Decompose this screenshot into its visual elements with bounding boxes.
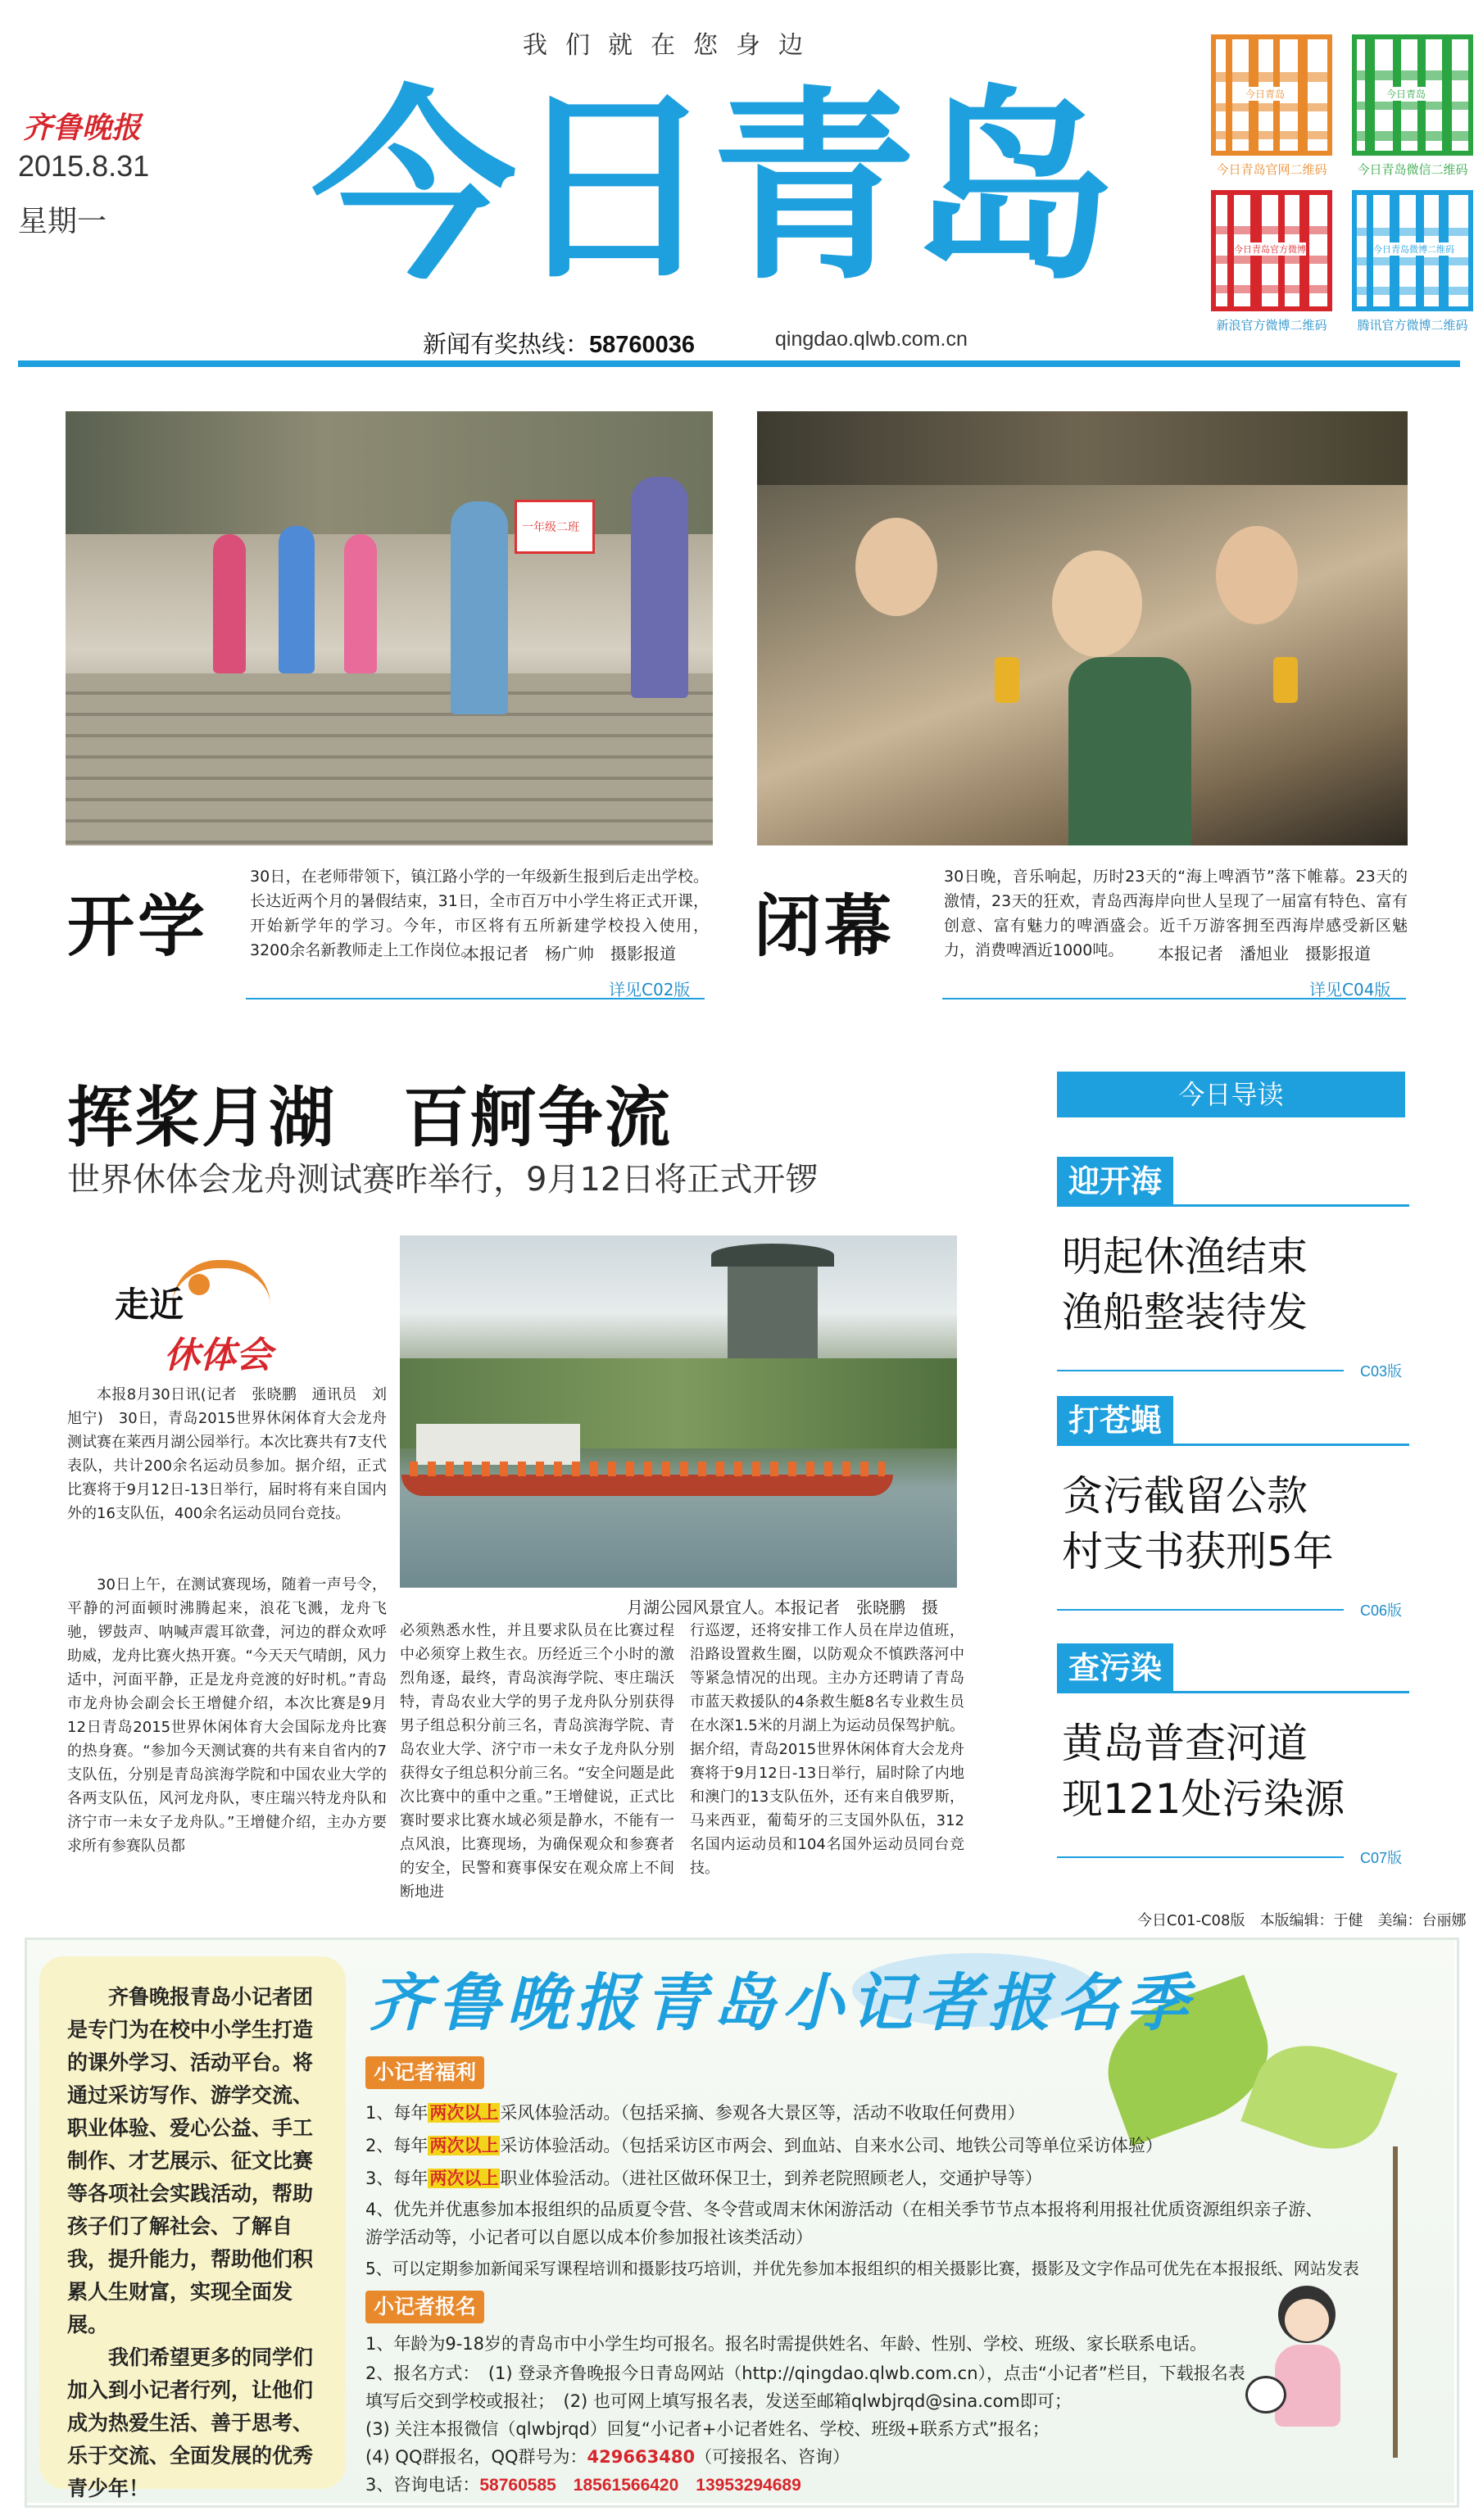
column-logo-bottom: 休体会	[164, 1335, 272, 1376]
dragon-boat	[401, 1475, 893, 1496]
qr-wechat[interactable]	[1352, 34, 1473, 156]
main-subhead: 世界休体会龙舟测试赛昨举行，9月12日将正式开锣	[67, 1161, 819, 1199]
qr-code-icon	[1352, 34, 1473, 156]
qr-code-icon	[1211, 34, 1332, 156]
qr-tencent-weibo[interactable]	[1352, 190, 1473, 311]
qq-number: 429663480	[587, 2447, 696, 2467]
guide-page-rule	[1057, 1856, 1344, 1858]
child-figure	[279, 526, 315, 673]
guide-tag-corruption[interactable]: 打苍蝇	[1057, 1396, 1173, 1445]
phone-label: 3、咨询电话：	[365, 2475, 480, 2495]
benefit-item	[365, 2164, 1042, 2192]
building	[416, 1424, 580, 1465]
signup-item: 2、报名方式： (1) 登录齐鲁晚报今日青岛网站（http://qingdao.qlwb.com.cn），点击“小记者”栏目，下载报名表	[365, 2364, 1245, 2383]
qq-label: (4) QQ群报名，QQ群号为：	[365, 2447, 587, 2467]
hotline-label: 新闻有奖热线：	[423, 330, 590, 358]
slogan: 我们就在您身边	[523, 31, 821, 60]
issue-weekday: 星期一	[18, 205, 107, 238]
class-sign	[515, 500, 595, 554]
qr-caption: 新浪官方微博二维码	[1216, 318, 1327, 333]
qr-sina-weibo[interactable]	[1211, 190, 1332, 311]
photo-background	[66, 411, 713, 534]
beer-story-byline: 本报记者 潘旭业 摄影报道	[1158, 944, 1371, 963]
hotline-number: 58760036	[589, 332, 696, 358]
site-url: qingdao.qlwb.com.cn	[775, 328, 968, 351]
benefit-prefix: 2、每年	[365, 2136, 429, 2155]
swimmer-logo-icon	[172, 1260, 270, 1306]
article-col1-intro: 本报8月30日讯(记者 张晓鹏 通讯员 刘旭宁) 30日，青岛2015世界休闲体育大会龙舟测试赛在莱西月湖公园举行。本次比赛共有7支代表队，共计200余名运动员参加。据介绍，正式比赛将于9月12日-13日举行，届时将有来自国内外的16支队伍，400余名运动员同台竞技。	[67, 1386, 387, 1522]
guide-item-title[interactable]: 黄岛普查河道	[1062, 1720, 1308, 1767]
moon-lake-photo-caption: 月湖公园风景宜人。本报记者 张晓鹏 摄	[627, 1598, 938, 1617]
benefit-highlight: 两次以上	[429, 2103, 499, 2123]
qr-code-icon	[1211, 190, 1332, 311]
class-sign-text: 一年级二班	[522, 521, 579, 534]
ad-intro-paragraph: 齐鲁晚报青岛小记者团是专门为在校中小学生打造的课外学习、活动平台。将通过采访写作、游学交流、职业体验、爱心公益、手工制作、才艺展示、征文比赛等各项社会实践活动，帮助孩子们了解社会、了解自我，提升能力，帮助他们积累人生财富，实现全面发展。	[67, 1985, 314, 2336]
benefit-item: 游学活动等，小记者可以自愿以成本价参加报社该类活动）	[365, 2228, 813, 2247]
masthead-rule	[18, 360, 1460, 367]
article-col1-body: 30日上午，在测试赛现场，随着一声号令，平静的河面顿时沸腾起来，浪花飞溅，龙舟飞驰，锣鼓声、呐喊声震耳欲聋，河边的群众欢呼助威，龙舟比赛火热开赛。“今天天气晴朗，风力适中，河面平静，正是龙舟竞渡的好时机。”青岛市龙舟协会副会长王增健介绍，本次比赛是9月12日青岛2015世界休闲体育大会国际龙舟比赛的热身赛。“参加今天测试赛的共有来自省内的7支队伍，分别是青岛滨海学院和中国农业大学的各两支队伍，风河龙舟队，枣庄瑞兴特龙舟队和济宁市一未女子龙舟队。”王增健介绍，主办方要求所有参赛队员都	[67, 1576, 387, 1855]
guide-item-title[interactable]: 渔船整装待发	[1062, 1289, 1308, 1336]
man-figure	[1068, 657, 1191, 845]
dog-icon	[1245, 2376, 1286, 2413]
signup-item	[365, 2471, 801, 2500]
benefit-text: 采访体验活动。（包括采访区市两会、到血站、自来水公司、地铁公司等单位采访体验）	[500, 2136, 1163, 2155]
girl-dress-icon	[1275, 2345, 1340, 2427]
child-figure	[344, 534, 377, 673]
guide-tag-rule	[1057, 1204, 1409, 1207]
signup-item: 填写后交到学校或报社； (2) 也可网上填写报名表，发送至邮箱qlwbjrqd@sina.com即可；	[365, 2391, 1072, 2411]
page-footer-info: 今日C01-C08版 本版编辑：于健 美编：台丽娜	[1137, 1912, 1467, 1929]
guide-page-ref[interactable]: C06版	[1360, 1602, 1403, 1619]
photo-stairs	[66, 673, 713, 845]
photo-background	[757, 411, 1408, 485]
guide-tag-fishing[interactable]: 迎开海	[1057, 1157, 1173, 1206]
qr-caption: 腾讯官方微博二维码	[1357, 318, 1468, 333]
school-photo	[66, 411, 713, 845]
benefit-text: 采风体验活动。（包括采摘、参观各大景区等，活动不收取任何费用）	[500, 2103, 1025, 2123]
beer-can	[995, 657, 1019, 703]
guide-page-ref[interactable]: C03版	[1360, 1363, 1403, 1380]
benefit-prefix: 1、每年	[365, 2103, 429, 2123]
guide-item-title[interactable]: 现121处污染源	[1062, 1775, 1345, 1823]
qr-inner-label: 今日青岛	[1245, 88, 1286, 100]
rowers	[410, 1462, 885, 1476]
school-story-title: 开学	[67, 888, 209, 966]
column-logo-top: 走近	[115, 1285, 184, 1325]
school-story-byline: 本报记者 杨广帅 摄影报道	[463, 944, 676, 963]
teacher-figure	[451, 501, 508, 714]
girl-face-icon	[1285, 2299, 1329, 2341]
school-see-more-link[interactable]: 详见C02版	[609, 980, 691, 999]
benefit-highlight: 两次以上	[429, 2169, 499, 2188]
pavilion-figure	[728, 1255, 818, 1362]
beer-can	[1273, 657, 1298, 703]
guide-item-title[interactable]: 明起休渔结束	[1062, 1233, 1308, 1280]
qr-official-site[interactable]	[1211, 34, 1332, 156]
ad-intro-text	[67, 1981, 329, 2505]
qr-inner-label: 今日青岛微博二维码	[1373, 244, 1454, 255]
qr-caption: 今日青岛官网二维码	[1216, 162, 1327, 177]
guide-tag-rule	[1057, 1444, 1409, 1446]
face-figure	[1216, 526, 1298, 624]
qr-caption: 今日青岛微信二维码	[1357, 162, 1468, 177]
masthead-title: 今日青岛	[311, 69, 1111, 307]
signup-item: 1、年龄为9-18岁的青岛市中小学生均可报名。报名时需提供姓名、年龄、性别、学校、班级、家长联系电话。	[365, 2334, 1208, 2354]
beer-story-title: 闭幕	[754, 888, 896, 966]
beer-see-more-link[interactable]: 详见C04版	[1309, 980, 1391, 999]
adult-figure	[631, 477, 688, 698]
benefit-item	[365, 2099, 1025, 2127]
guide-page-rule	[1057, 1370, 1344, 1371]
benefit-item: 4、优先并优惠参加本报组织的品质夏令营、冬令营或周末休闲游活动（在相关季节节点本报将利用报社优质资源组织亲子游、	[365, 2200, 1323, 2219]
qr-code-icon	[1352, 190, 1473, 311]
beer-story-caption: 30日晚，音乐响起，历时23天的“海上啤酒节”落下帷幕。23天的激情，23天的狂欢，青岛西海岸向世人呈现了一届富有特色、富有创意、富有魅力的啤酒盛会。近千万游客拥至西海岸感受新区魅力，消费啤酒近1000吨。	[944, 868, 1408, 959]
benefit-item	[365, 2132, 1163, 2160]
benefit-highlight: 两次以上	[429, 2136, 499, 2155]
issue-date: 2015.8.31	[18, 149, 150, 183]
signup-tag: 小记者报名	[365, 2291, 484, 2323]
face-figure	[855, 518, 937, 616]
qr-inner-label: 今日青岛	[1386, 88, 1426, 100]
moon-lake-photo	[400, 1235, 957, 1588]
ad-intro-paragraph: 我们希望更多的同学们加入到小记者行列，让他们成为热爱生活、善于思考、乐于交流、全面发展的优秀青少年！	[67, 2346, 314, 2500]
guide-tag-rule	[1057, 1691, 1409, 1693]
news-hotline	[423, 326, 695, 360]
child-figure	[213, 534, 246, 673]
guide-item-title[interactable]: 贪污截留公款	[1062, 1472, 1308, 1520]
face-figure	[1052, 551, 1142, 657]
swimmer-head-icon	[188, 1274, 210, 1295]
guide-tag-pollution[interactable]: 查污染	[1057, 1643, 1173, 1693]
tree-branch-icon	[1393, 2146, 1398, 2458]
guide-page-rule	[1057, 1609, 1344, 1611]
pavilion-roof	[711, 1244, 834, 1267]
benefits-tag: 小记者福利	[365, 2056, 484, 2089]
article-col3: 行巡逻，还将安排工作人员在岸边值班，沿路设置救生圈，以防观众不慎跌落河中等紧急情况的出现。主办方还聘请了青岛市蓝天救援队的4条救生艇8名专业救生员在水深1.5米的月湖上为运动员保驾护航。据介绍，青岛2015世界休闲体育大会龙舟赛将于9月12日-13日举行，届时除了内地和澳门的13支队伍外，还有来自俄罗斯，马来西亚，葡萄牙的三支国外队伍，312名国内运动员和104名国外运动员同台竞技。	[690, 1622, 964, 1877]
benefit-item: 5、可以定期参加新闻采写课程培训和摄影技巧培训，并优先参加本报组织的相关摄影比赛，摄影及文字作品可优先在本报报纸、网站发表	[365, 2259, 1359, 2278]
signup-item	[365, 2443, 850, 2471]
guide-item-title[interactable]: 村支书获刑5年	[1062, 1528, 1334, 1575]
qq-note: （可接报名、咨询）	[695, 2447, 850, 2467]
signup-item: (3) 关注本报微信（qlwbjrqd）回复“小记者+小记者姓名、学校、班级+联系方式”报名；	[365, 2419, 1050, 2439]
benefit-text: 职业体验活动。（进社区做环保卫士，到养老院照顾老人，交通护导等）	[500, 2169, 1042, 2188]
qr-inner-label: 今日青岛官方微博	[1234, 244, 1306, 255]
guide-page-ref[interactable]: C07版	[1360, 1850, 1403, 1866]
brand-logo: 齐鲁晚报	[23, 111, 142, 145]
beer-festival-photo	[757, 411, 1408, 845]
article-col2: 必须熟悉水性，并且要求队员在比赛过程中必须穿上救生衣。历经近三个小时的激烈角逐，最终，青岛滨海学院、枣庄瑞沃特，青岛农业大学的男子龙舟队分别获得男子组总积分前三名，青岛滨海学院、青岛农业大学、济宁市一未女子龙舟队分别获得女子组总积分前三名。“安全问题是此次比赛中的重中之重。”王增健说，正式比赛时要求比赛水域必须是静水，不能有一点风浪，比赛现场，为确保观众和参赛者的安全，民警和赛事保安在观众席上不间断地进	[400, 1622, 674, 1901]
ad-title: 齐鲁晚报青岛小记者报名季	[369, 1966, 1195, 2039]
phone-numbers: 58760585 18561566420 13953294689	[479, 2476, 801, 2495]
benefit-prefix: 3、每年	[365, 2169, 429, 2188]
main-headline: 挥桨月湖 百舸争流	[67, 1080, 672, 1156]
school-story-caption: 30日，在老师带领下，镇江路小学的一年级新生报到后走出学校。长达近两个月的暑假结束，31日，全市百万中小学生将正式开课，开始新学年的学习。今年，市区将有五所新建学校投入使用，3200余名新教师走上工作岗位。	[250, 868, 709, 959]
today-guide-header: 今日导读	[1057, 1072, 1405, 1117]
